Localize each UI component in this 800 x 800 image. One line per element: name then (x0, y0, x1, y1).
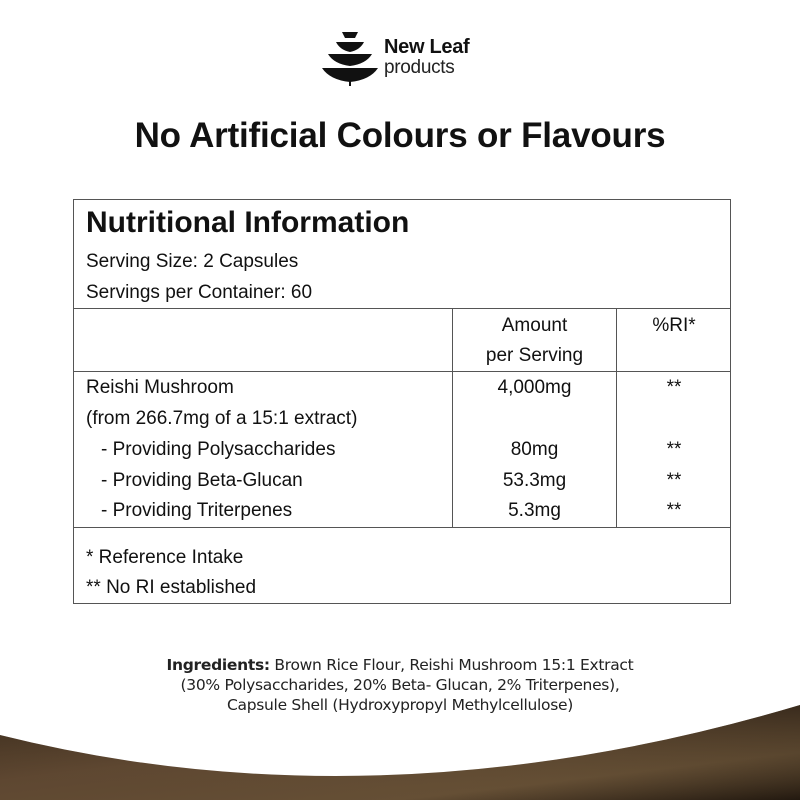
brand-subtitle: products (384, 57, 455, 78)
row-ri: ** (666, 377, 682, 398)
column-divider (452, 308, 453, 527)
footnote-no-ri: ** No RI established (86, 577, 257, 598)
row-amount: 53.3mg (502, 470, 567, 491)
row-amount: 4,000mg (497, 377, 572, 398)
leaf-tree-icon (322, 28, 378, 86)
nutrition-table (73, 199, 731, 604)
divider (74, 527, 730, 528)
ingredients-line3: Capsule Shell (Hydroxypropyl Methylcellulose) (227, 696, 573, 714)
decorative-swoosh (0, 700, 800, 800)
divider (74, 308, 730, 309)
headline: No Artificial Colours or Flavours (134, 116, 666, 155)
footnote-ri: * Reference Intake (86, 547, 244, 568)
row-name: (from 266.7mg of a 15:1 extract) (86, 408, 358, 429)
brand-name: New Leaf (384, 36, 470, 58)
row-amount: 5.3mg (508, 500, 561, 521)
column-header-amount-line2: per Serving (485, 345, 584, 366)
servings-per-container: Servings per Container: 60 (86, 282, 313, 303)
ingredients-line2: (30% Polysaccharides, 20% Beta- Glucan, 2% Triterpenes), (180, 676, 620, 694)
row-ri: ** (666, 470, 682, 491)
row-ri: ** (666, 500, 682, 521)
serving-size: Serving Size: 2 Capsules (86, 251, 299, 272)
row-name: - Providing Beta-Glucan (101, 470, 303, 491)
row-name: - Providing Triterpenes (101, 500, 293, 521)
nutrition-title: Nutritional Information (86, 206, 410, 239)
column-header-amount-line1: Amount (501, 315, 568, 336)
row-amount: 80mg (510, 439, 559, 460)
row-name: - Providing Polysaccharides (101, 439, 336, 460)
ingredients-label: Ingredients: (166, 656, 270, 674)
ingredients-line1: Brown Rice Flour, Reishi Mushroom 15:1 Extract (269, 656, 634, 674)
column-header-ri: %RI* (652, 315, 696, 336)
row-ri: ** (666, 439, 682, 460)
row-name: Reishi Mushroom (86, 377, 234, 398)
brand-logo (322, 28, 469, 86)
column-divider (616, 308, 617, 527)
divider (74, 371, 730, 372)
